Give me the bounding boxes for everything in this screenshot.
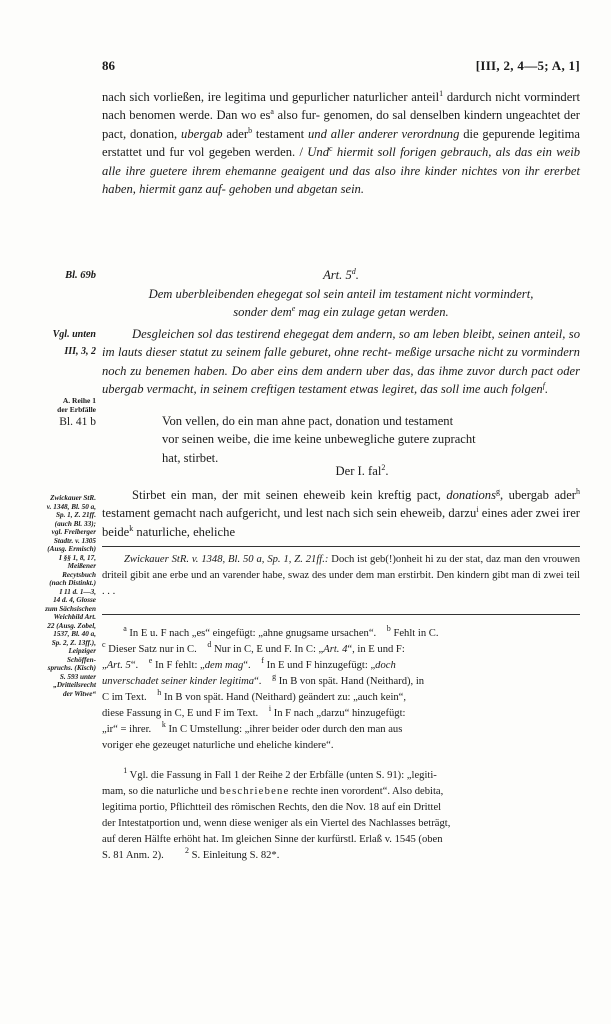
- margin-folio-41b: Bl. 41 b: [59, 416, 96, 428]
- page-number: 86: [102, 58, 115, 73]
- paragraph-testament: Desgleichen sol das testirend ehegegat dem andern, so am leben bleibt, seinen anteil, so im lauts dieser statut zu seinem falle geburet, ohne recht- meßige ursache nicht zu vormindern noch zu benemen haben. Do aber eins dem andern uber das, das ihme zuvor durch pact oder ubergab vermacht, in seinem creftigen testament etwas legiret, das soll ime auch folgen$^f$.: [102, 327, 580, 397]
- article-5-heading: Art. 5$^d$.: [323, 267, 359, 282]
- rule-above-quote: [102, 546, 580, 547]
- article-5-summary-line1: Dem uberbleibenden ehegegat sol sein anteil im testament nicht vormindert,: [148, 287, 534, 301]
- textual-notes: $^a$ In E u. F nach „es“ eingefügt: „ahne gnugsame ursachen“. $^b$ Fehlt in C. $^c$ Dieser Satz nur in C. $^d$ Nur in C, E und F. In C: „Art. 4“, in E und F: „Art. 5“. $^e$ In F fehlt: „dem mag“. $^f$ In E und F hinzugefügt: „doch unverschadet seiner kinder legitima“. $^g$ In B von spät. Hand (Neithard), in C im Text. $^h$ In B von spät. Hand (Neithard) geändert zu: „auch kein“, diese Fassung in C, E und F im Text. $^i$ In F nach „darzu“ hinzugefügt: „ir“ = ihrer. $^k$ In C Umstellung: „ihrer beider oder durch den man aus voriger ehe gezeuget naturliche und eheliche kindere“.: [102, 624, 439, 751]
- footnotes: $^1$ Vgl. die Fassung in Fall 1 der Reihe 2 der Erbfälle (unten S. 91): „legiti- mam, so die naturliche und beschriebene rechte inen vorordent“. Also debita, legitima portio, Pflichtteil des römischen Rechts, den die Nov. 18 auf ein Drittel der Intestatportion und, wenn diese weniger als ein Viertel des Nachlasses beträgt, auf deren Hälfte erhöht hat. Im gleichen Sinne der kurfürstl. Erlaß v. 1545 (oben S. 81 Anm. 2). $^2$ S. Einleitung S. 82*.: [102, 766, 451, 861]
- margin-series-label: A. Reihe 1 der Erbfälle: [57, 396, 96, 414]
- case-1-text: Stirbet ein man, der mit seinen eheweib kein kreftig pact, donations$^g$, ubergab ader$^h$ testament gemacht nach aufgericht, und lest nach sich sein eheweib, darzu$^i$ eines ader zwei irer beide$^k$ naturliche, eheliche: [102, 487, 581, 539]
- section-reference: [III, 2, 4—5; A, 1]: [475, 58, 580, 73]
- case-1-heading: Der I. fal$^2$.: [335, 463, 389, 478]
- running-header: [102, 58, 580, 78]
- article-5-summary-line2: sonder dem$^e$ mag ein zulage getan werden.: [233, 304, 449, 319]
- margin-crossref: Vgl. unten III, 3, 2: [52, 329, 96, 357]
- paragraph-continuation: nach sich vorließen, ire legitima und gepurlicher naturlicher anteil$^1$ dardurch nicht vormindert nach benomen werde. Dan wo $es^a$ also fur- genomen, do sal denselben kindern ungeachtet der pact, donation, ubergab ader$^b$ testament und aller anderer verordnung die gepurende legitima erstattet und fur vol gegeben werden. / Und$^c$ hiermit soll forigen gebrauch, als das ein weib alle ihre guetere ihrem ehemanne geaigent und das also ihre kinder nichtes von ihr ererbet haben, hiermit ganz auf- gehoben und abgetan sein.: [102, 89, 581, 197]
- rule-above-notes: [102, 614, 580, 615]
- source-quote: Zwickauer StR. v. 1348, Bl. 50 a, Sp. 1, Z. 21ff.: Doch ist geb(!)onheit hi zu der stat, daz man den vrouwen driteil gibit ane erbe und an varender habe, swaz des under dem man erstirbit. Den kindern gibt man di zwei teil . . .: [102, 554, 580, 597]
- margin-sources: Zwickauer StR. v. 1348, Bl. 50 a, Sp. 1, Z. 21ff. (auch Bl. 33); vgl. Freiberger Stadtr. v. 1305 (Ausg. Ermisch) I §§ 1, 8, 17, Meißener Recytsbuch (nach Distinkt.) I 11 d. 1—3, 14 d. 4, Glosse zum Sächsischen Weichbild Art. 22 (Ausg. Zobel, 1537, Bl. 40 a, Sp. 2, Z. 13ff.), Leipziger Schöffen- spruchs. (Kisch) S. 593 unter „Dritteilsrecht der Witwe“: [45, 494, 96, 698]
- case-heading-paragraph: Von vellen, do ein man ahne pact, donation und testament vor seinen weibe, die ime keine unbewegliche gutere zupracht hat, stirbet.: [162, 414, 476, 465]
- margin-folio-69b: Bl. 69b: [65, 270, 96, 281]
